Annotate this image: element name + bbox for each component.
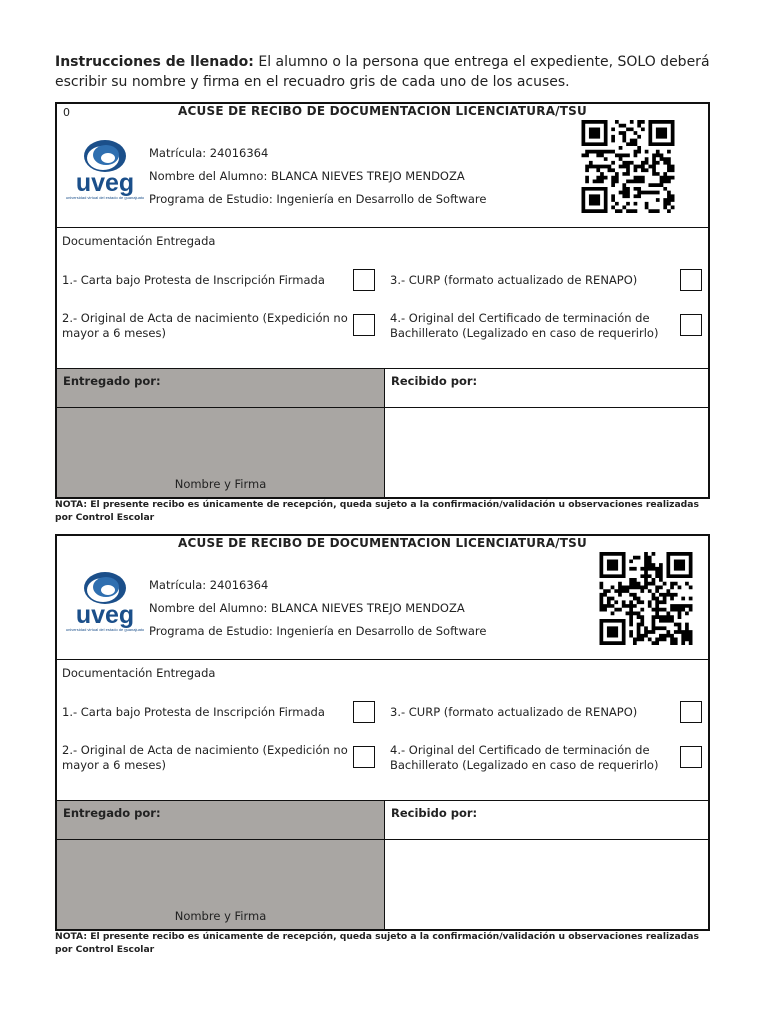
- matricula: Matrícula: 24016364: [149, 146, 269, 160]
- instructions: [55, 52, 715, 92]
- doc-item-3: 3.- CURP (formato actualizado de RENAPO): [390, 705, 638, 719]
- doc-item-4-checkbox[interactable]: [680, 746, 702, 768]
- instructions-label: Instrucciones de llenado:: [55, 54, 254, 70]
- form-header: [57, 536, 708, 660]
- received-by-label: Recibido por:: [385, 369, 708, 408]
- doc-item-1-checkbox[interactable]: [353, 269, 375, 291]
- logo-text: uveg: [75, 169, 135, 197]
- received-by-column: [385, 801, 708, 929]
- doc-item-1: 1.- Carta bajo Protesta de Inscripción Firmada: [62, 273, 325, 287]
- student-name: Nombre del Alumno: BLANCA NIEVES TREJO MENDOZA: [149, 169, 465, 183]
- form-title: ACUSE DE RECIBO DE DOCUMENTACION LICENCIATURA/TSU: [178, 536, 587, 550]
- delivered-by-column: [57, 801, 385, 929]
- received-by-signature-box[interactable]: [385, 408, 708, 497]
- note: NOTA: El presente recibo es únicamente de recepción, queda sujeto a la confirmación/validación u observaciones realizadas por Control Escolar: [55, 499, 699, 523]
- delivered-by-signature-box[interactable]: [57, 840, 384, 929]
- documents-label: Documentación Entregada: [62, 666, 216, 680]
- documents-label: Documentación Entregada: [62, 234, 216, 248]
- doc-item-4: 4.- Original del Certificado de terminación de Bachillerato (Legalizado en caso de requerirlo): [390, 311, 659, 340]
- delivered-by-signature-box[interactable]: [57, 408, 384, 497]
- received-by-column: [385, 369, 708, 497]
- study-program: Programa de Estudio: Ingeniería en Desarrollo de Software: [149, 624, 487, 638]
- logo-subtext: universidad virtual del estado de guanajuato: [65, 195, 145, 200]
- qr-code: [597, 552, 695, 645]
- matricula: Matrícula: 24016364: [149, 578, 269, 592]
- received-by-signature-box[interactable]: [385, 840, 708, 929]
- logo-text: uveg: [75, 601, 135, 629]
- uveg-logo: [65, 136, 145, 206]
- instructions-text: El alumno o la persona que entrega el expediente, SOLO deberá escribir su nombre y firma en el recuadro gris de cada uno de los acuses.: [55, 54, 710, 90]
- doc-item-4: 4.- Original del Certificado de terminación de Bachillerato (Legalizado en caso de requerirlo): [390, 743, 659, 772]
- delivered-by-column: [57, 369, 385, 497]
- doc-item-1-checkbox[interactable]: [353, 701, 375, 723]
- doc-item-3: 3.- CURP (formato actualizado de RENAPO): [390, 273, 638, 287]
- sequence-number: 0: [63, 106, 70, 119]
- name-signature-label: Nombre y Firma: [174, 477, 267, 491]
- doc-item-2: 2.- Original de Acta de nacimiento (Expedición no mayor a 6 meses): [62, 311, 348, 340]
- receipt-form: [55, 102, 710, 499]
- student-name: Nombre del Alumno: BLANCA NIEVES TREJO MENDOZA: [149, 601, 465, 615]
- study-program: Programa de Estudio: Ingeniería en Desarrollo de Software: [149, 192, 487, 206]
- documents-section: [57, 228, 708, 369]
- doc-item-4-checkbox[interactable]: [680, 314, 702, 336]
- form-header: [57, 104, 708, 228]
- doc-item-2-checkbox[interactable]: [353, 314, 375, 336]
- student-info: [149, 142, 486, 211]
- doc-item-2: 2.- Original de Acta de nacimiento (Expedición no mayor a 6 meses): [62, 743, 348, 772]
- receipt-form: [55, 534, 710, 931]
- signature-section: [57, 801, 708, 929]
- note: NOTA: El presente recibo es únicamente de recepción, queda sujeto a la confirmación/validación u observaciones realizadas por Control Escolar: [55, 931, 699, 955]
- delivered-by-label: Entregado por:: [57, 369, 384, 408]
- doc-item-1: 1.- Carta bajo Protesta de Inscripción Firmada: [62, 705, 325, 719]
- received-by-label: Recibido por:: [385, 801, 708, 840]
- name-signature-label: Nombre y Firma: [174, 909, 267, 923]
- uveg-logo: [65, 568, 145, 638]
- form-title: ACUSE DE RECIBO DE DOCUMENTACION LICENCIATURA/TSU: [178, 104, 587, 118]
- student-info: [149, 574, 486, 643]
- signature-section: [57, 369, 708, 497]
- delivered-by-label: Entregado por:: [57, 801, 384, 840]
- doc-item-3-checkbox[interactable]: [680, 701, 702, 723]
- doc-item-2-checkbox[interactable]: [353, 746, 375, 768]
- qr-code: [579, 120, 677, 213]
- documents-section: [57, 660, 708, 801]
- logo-subtext: universidad virtual del estado de guanajuato: [65, 627, 145, 632]
- doc-item-3-checkbox[interactable]: [680, 269, 702, 291]
